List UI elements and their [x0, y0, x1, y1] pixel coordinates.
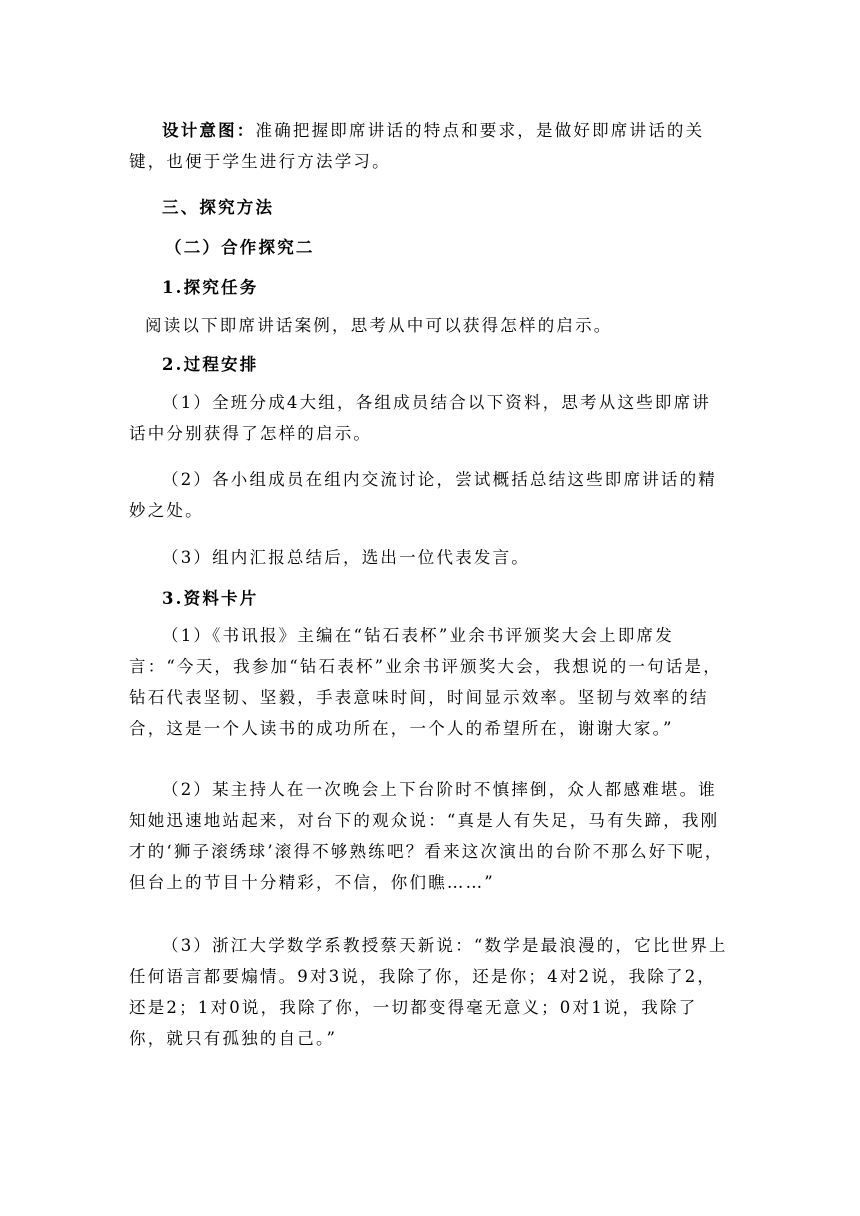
task-text: 阅读以下即席讲话案例，思考从中可以获得怎样的启示。	[145, 316, 613, 335]
card-item-3: （3）浙江大学数学系教授蔡天新说：“数学是最浪漫的，它比世界上任何语言都要煽情。9对3说，我除了你，还是你；4对2说，我除了2，还是2；1对0说，我除了你，一切都变得毫无意义；0对1说，我除了你，就只有孤独的自己。”	[129, 936, 728, 1048]
design-intent-text: 准确把握即席讲话的特点和要求，是做好即席讲话的关键，也便于学生进行方法学习。	[129, 121, 705, 171]
task-heading: 1.探究任务	[162, 278, 259, 297]
section-three-title: 三、探究方法	[162, 198, 275, 217]
design-intent-paragraph	[129, 115, 729, 177]
process-item-1: （1）全班分成4大组，各组成员结合以下资料，思考从这些即席讲话中分别获得了怎样的启示。	[129, 393, 711, 443]
process-item-2: （2）各小组成员在组内交流讨论，尝试概括总结这些即席讲话的精妙之处。	[129, 470, 717, 520]
process-item-3: （3）组内汇报总结后，选出一位代表发言。	[162, 548, 530, 567]
card-item-2: （2）某主持人在一次晚会上下台阶时不慎摔倒，众人都感难堪。谁知她迅速地站起来，对台下的观众说：“真是人有失足，马有失蹄，我刚才的‘狮子滚绣球’滚得不够熟练吧？看来这次演出的台阶不那么好下呢，但台上的节目十分精彩，不信，你们瞧……”	[129, 780, 724, 892]
cards-heading: 3.资料卡片	[162, 589, 259, 608]
subsection-title: （二）合作探究二	[165, 238, 315, 257]
process-heading: 2.过程安排	[162, 355, 259, 374]
card-item-1: （1）《书讯报》主编在“钻石表杯”业余书评颁奖大会上即席发言：“今天，我参加“钻石表杯”业余书评颁奖大会，我想说的一句话是，钻石代表坚韧、坚毅，手表意味时间，时间显示效率。坚韧与效率的结合，这是一个人读书的成功所在，一个人的希望所在，谢谢大家。”	[129, 626, 722, 738]
design-intent-label: 设计意图：	[162, 121, 256, 140]
